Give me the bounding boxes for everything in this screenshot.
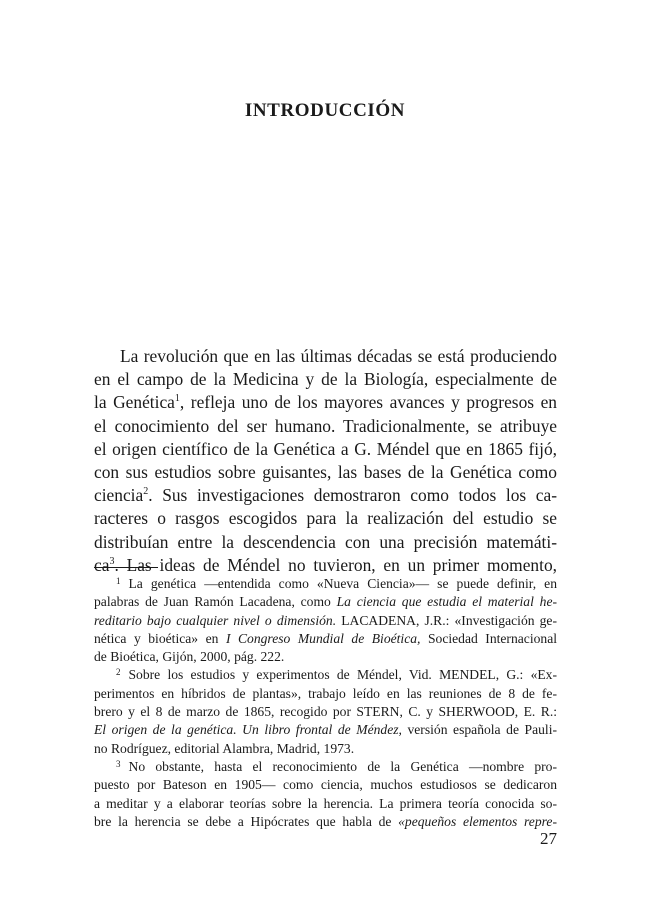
footnote-divider bbox=[94, 567, 158, 568]
text-fragment: ciencia bbox=[94, 485, 144, 506]
footnote-mark: 2 bbox=[116, 667, 121, 678]
footnote-reference[interactable]: 1 bbox=[174, 393, 180, 405]
text-fragment: No obstante, hasta el reconocimiento de la Genética —nombre pro- bbox=[128, 758, 557, 774]
footnote-line: no Rodríguez, editorial Alambra, Madrid, 1973. bbox=[94, 740, 355, 756]
text-line bbox=[94, 554, 557, 577]
text-line: en el campo de la Medicina y de la Biología, especialmente de bbox=[94, 369, 557, 390]
footnote-line: brero y el 8 de marzo de 1865, recogido por STERN, C. y SHERWOOD, E. R.: bbox=[94, 704, 557, 720]
body-paragraph bbox=[94, 345, 557, 577]
text-fragment: La genética —entendida como «Nueva Ciencia»— se puede definir, en bbox=[128, 576, 557, 591]
footnote-2 bbox=[94, 666, 557, 684]
text-fragment-italic: «pequeños elementos repre- bbox=[398, 813, 557, 829]
footnote-line bbox=[94, 612, 557, 630]
text-fragment: versión española de Pauli- bbox=[401, 722, 557, 738]
text-fragment-italic: reditario bajo cualquier nivel o dimensión. bbox=[94, 612, 337, 628]
footnote-mark: 3 bbox=[116, 758, 121, 769]
text-fragment: nética y bioética» en bbox=[94, 630, 226, 646]
text-line: con sus estudios sobre guisantes, las bases de la Genética como bbox=[94, 461, 557, 482]
footnote-line: a meditar y a elaborar teorías sobre la herencia. La primera teoría conocida so- bbox=[94, 795, 557, 811]
text-fragment-italic: La ciencia que estudia el material he- bbox=[336, 594, 558, 610]
text-fragment: LACADENA, J.R.: «Investigación ge- bbox=[336, 612, 557, 628]
footnote-line: de Bioética, Gijón, 2000, pág. 222. bbox=[94, 649, 285, 665]
footnote-reference[interactable]: 3 bbox=[109, 555, 115, 567]
text-fragment-italic: El origen de la genética. Un libro frontal de Méndez, bbox=[94, 722, 402, 738]
footnote-line: perimentos en híbridos de plantas», trabajo leído en las reuniones de 8 de fe- bbox=[94, 685, 557, 701]
text-line: el origen científico de la Genética a G. Méndel que en 1865 fijó, bbox=[94, 438, 557, 459]
page-number: 27 bbox=[540, 829, 557, 848]
footnote-1 bbox=[94, 575, 557, 593]
text-line bbox=[94, 484, 557, 507]
text-fragment: . Sus investigaciones demostraron como todos los ca- bbox=[148, 485, 557, 506]
text-fragment-italic: I Congreso Mundial de Bioética, bbox=[225, 630, 421, 646]
text-fragment: , refleja uno de los mayores avances y progresos en bbox=[179, 392, 557, 413]
footnote-mark: 1 bbox=[116, 576, 121, 586]
text-fragment: bre la herencia se debe a Hipócrates que habla de bbox=[94, 813, 399, 829]
text-fragment: Sociedad Internacional bbox=[420, 630, 557, 646]
text-fragment: palabras de Juan Ramón Lacadena, como bbox=[94, 594, 337, 610]
footnote-reference[interactable]: 2 bbox=[143, 486, 149, 498]
footnote-line bbox=[94, 593, 557, 611]
footnote-line: puesto por Bateson en 1905— como ciencia, muchos estudiosos se dedicaron bbox=[94, 777, 557, 793]
text-line bbox=[94, 391, 557, 414]
text-fragment: Sobre los estudios y experimentos de Méndel, Vid. MENDEL, G.: «Ex- bbox=[128, 667, 557, 683]
text-line: La revolución que en las últimas décadas se está produciendo bbox=[120, 346, 557, 366]
text-fragment: ca bbox=[94, 554, 110, 575]
text-line: distribuían entre la descendencia con una precisión matemáti- bbox=[94, 531, 557, 552]
text-line: racteres o rasgos escogidos para la realización del estudio se bbox=[94, 508, 557, 529]
text-fragment: . Las ideas de Méndel no tuvieron, en un primer momento, bbox=[114, 554, 557, 575]
text-line: el conocimiento del ser humano. Tradicionalmente, se atribuye bbox=[94, 415, 557, 436]
footnotes bbox=[94, 575, 557, 831]
footnote-3 bbox=[94, 758, 557, 776]
footnote-line bbox=[94, 630, 557, 648]
page-title: INTRODUCCIÓN bbox=[244, 100, 406, 121]
footnote-line bbox=[94, 721, 557, 739]
text-fragment: la Genética bbox=[94, 392, 175, 413]
